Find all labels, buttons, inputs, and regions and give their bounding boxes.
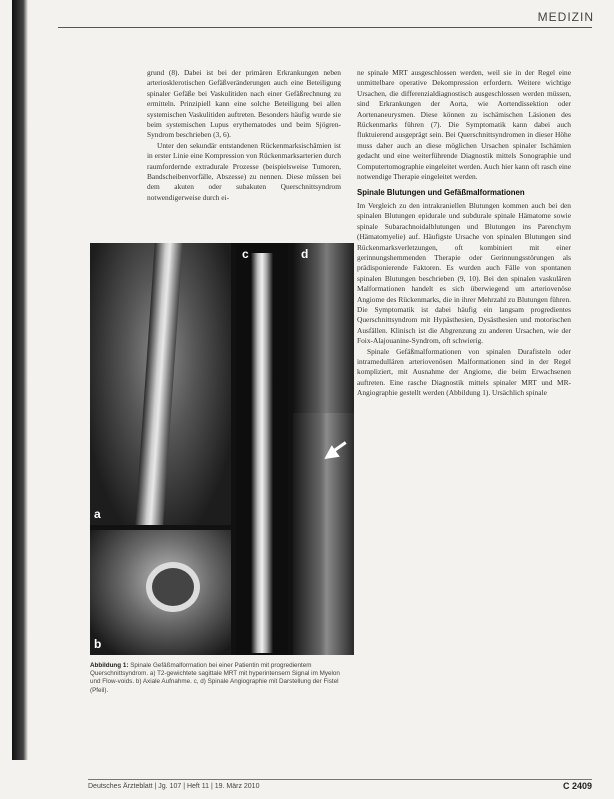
- figure-caption: [90, 662, 352, 695]
- journal-info: Deutsches Ärzteblatt | Jg. 107 | Heft 11 | 19. März 2010: [88, 783, 260, 790]
- panel-label-c: c: [242, 247, 249, 261]
- figure-panel-a: [90, 243, 231, 525]
- angiography-image: [251, 253, 273, 653]
- footer-rule: [88, 779, 592, 780]
- left-paragraph-2: Unter den sekundär entstandenen Rückenmarksischämien ist in erster Linie eine Kompression von Rückenmarksarterien durch raumfordernde extradurale Prozesse (beispielsweise Tumoren, Bandscheibenvorfälle, Abszesse) zu nennen. Diese müssen bei dem akuten oder subakuten Querschnittsyndrom notwendigerweise durch ei-: [147, 140, 341, 202]
- panel-label-d: d: [301, 247, 309, 261]
- section-heading: Spinale Blutungen und Gefäßmalformationen: [357, 188, 525, 198]
- panel-label-a: a: [94, 507, 101, 521]
- angiography-upper-image: [293, 243, 354, 413]
- axial-section-image: [146, 562, 200, 612]
- caption-text: Spinale Gefäßmalformation bei einer Patientin mit progredientem Querschnittsyndrom. a) T2-gewichtete sagittale MRT mit hyperintensem Signal im Myelon und Flow-voids. b) Axiale Aufnahme. c, d) Spinale Angiographie mit Darstellung der Fistel (Pfeil).: [90, 662, 340, 694]
- figure-panel-b: [90, 530, 231, 655]
- right-paragraph-3: Spinale Gefäßmalformationen von spinalen Durafisteln oder intramedullären arteriovenösen Malformationen sind in der Regel kompliziert, mit Ausnahme der Angiome, die beim Erwachsenen auftreten. Eine rasche Diagnostik mittels spinaler MRT und MR-Angiographie gestellt werden (Abbildung 1). Ursächlich spinale: [357, 346, 571, 398]
- left-paragraph-1: grund (8). Dabei ist bei der primären Erkrankungen neben arteriosklerotischen Gefäßveränderungen auch eine Beteiligung spinaler Gefäße bei Vaskulitiden nach einer Gefäßrechnung zu ermitteln. Prinzipiell kann eine solche Beteiligung bei allen systemischen Vaskulitiden auftreten. Besonders häufig wurde sie beim systemischen Lupus erythematodes und beim Sjögren-Syndrom beschrieben (3, 6).: [147, 68, 341, 140]
- figure-panel-d: [293, 243, 354, 655]
- scan-shadow: [12, 0, 28, 760]
- left-column: [147, 68, 341, 203]
- spinal-cord-image: [135, 243, 183, 525]
- angiography-lower-image: [293, 413, 354, 655]
- page-number: C 2409: [562, 781, 592, 791]
- panel-label-b: b: [94, 637, 102, 651]
- right-column: [357, 68, 571, 399]
- right-paragraph-2: Im Vergleich zu den intrakraniellen Blutungen kommen auch bei den spinalen Blutungen epidurale und subdurale spinale Hämatome sowie spinale Subarachnoidalblutungen und Blutungen ins Parenchym (Hämatomyelie) auf. Häufigste Ursache von spinalen Blutungen sind Rückenmarksverletzungen, oft kombiniert mit einer gerinnungshemmenden Therapie oder Gerinnungsstörungen als prädisponierende Faktoren. Es wurden auch Fälle von spontanen spinalen Blutungen beschrieben (9, 10). Bei den spinalen vaskulären Malformationen handelt es sich überwiegend um arteriovenöse Angiome des Rückenmarks, die in ihrer Mehrzahl zu Blutungen führen. Die Symptomatik ist dabei häufig ein langsam progredientes Querschnittsyndrom mit Hypästhesien, Dysästhesien und motorischen Ausfällen. Klinisch ist die Abgrenzung zu anderen Ursachen, wie der Foix-Alajouanine-Syndrom, oft schwierig.: [357, 200, 571, 346]
- right-paragraph-1: ne spinale MRT ausgeschlossen werden, weil sie in der Regel eine unmittelbare operative Dekompression erfordern. Weitere wichtige Ursachen, die differenzialdiagnostisch ausgeschlossen werden müssen, sind Erkrankungen der Aorta, wie Aortendissektion oder Aortenaneurysmen. Diese können zu ischämischen Läsionen des Rückenmarks führen (7). Die Symptomatik kann dabei auch fluktuierend ausgeprägt sein. Bei Querschnittsyndromen in dieser Höhe muss daher auch an diese möglichen Ursachen spinaler Ischämien gedacht und eine weiterführende Diagnostik mittels Sonographie und Computertomographie eingeleitet werden. Auch hier kann oft rasch eine notwendige Therapie eingeleitet werden.: [357, 68, 571, 182]
- section-tag: MEDIZIN: [537, 10, 594, 24]
- caption-label: Abbildung 1:: [90, 662, 129, 669]
- figure-panel-c: [236, 243, 288, 655]
- figure-mri: [90, 243, 354, 655]
- header-rule: [58, 27, 592, 28]
